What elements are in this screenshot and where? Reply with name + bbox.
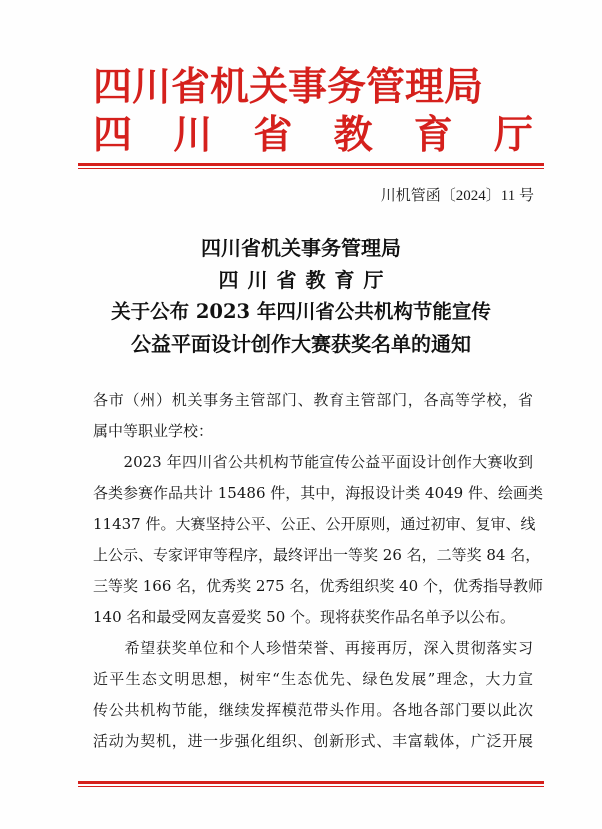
red-rule-top-thick <box>78 163 544 166</box>
title-line-3: 关于公布 2023 年四川省公共机构节能宣传 <box>111 300 491 323</box>
title-line-1: 四川省机关事务管理局 <box>201 236 401 260</box>
paragraph-1-line: 140 名和最受网友喜爱奖 50 个。现将获奖作品名单予以公布。 <box>93 608 516 626</box>
title-line-4: 公益平面设计创作大赛获奖名单的通知 <box>131 332 471 356</box>
paragraph-2-line: 希望获奖单位和个人珍惜荣誉、再接再厉，深入贯彻落实习 <box>93 639 533 657</box>
paragraph-2-line: 传公共机构节能，继续发挥模范带头作用。各地各部门要以此次 <box>93 701 533 719</box>
salutation-line: 属中等职业学校： <box>93 422 214 440</box>
issuer-header-line-2 <box>93 113 533 157</box>
issuer-header-char: 育 <box>413 112 453 158</box>
issuer-header-char: 厅 <box>493 112 533 158</box>
red-rule-bottom-thick <box>78 781 544 784</box>
title-line-2: 四川省教育厅 <box>218 268 393 292</box>
paragraph-1-line: 上公示、专家评审等程序，最终评出一等奖 26 名，二等奖 84 名， <box>93 546 541 564</box>
issuer-header-line-1: 四川省机关事务管理局 <box>93 64 484 110</box>
issuer-header-char: 四 <box>93 112 133 158</box>
issuer-header-char: 川 <box>173 112 213 158</box>
red-rule-top-thin <box>78 168 544 169</box>
document-number: 川机管函〔2024〕11 号 <box>380 188 534 204</box>
red-rule-bottom-thin <box>78 786 544 787</box>
issuer-header-char: 教 <box>333 112 373 158</box>
paragraph-1-line: 各类参赛作品共计 15486 件，其中，海报设计类 4049 件、绘画类 <box>93 484 543 502</box>
document-body <box>93 385 543 757</box>
paragraph-2-line: 活动为契机，进一步强化组织、创新形式、丰富载体，广泛开展 <box>93 732 533 750</box>
issuer-header-char: 省 <box>253 112 293 158</box>
paragraph-1-line: 2023 年四川省公共机构节能宣传公益平面设计创作大赛收到 <box>93 453 533 471</box>
salutation-line: 各市（州）机关事务主管部门、教育主管部门，各高等学校，省 <box>93 391 533 409</box>
paragraph-1-line: 11437 件。大赛坚持公平、公正、公开原则，通过初审、复审、线 <box>93 515 536 533</box>
paragraph-1-line: 三等奖 166 名，优秀奖 275 名，优秀组织奖 40 个，优秀指导教师 <box>93 577 543 595</box>
paragraph-2-line: 近平生态文明思想，树牢“生态优先、绿色发展”理念，大力宣 <box>93 670 533 688</box>
